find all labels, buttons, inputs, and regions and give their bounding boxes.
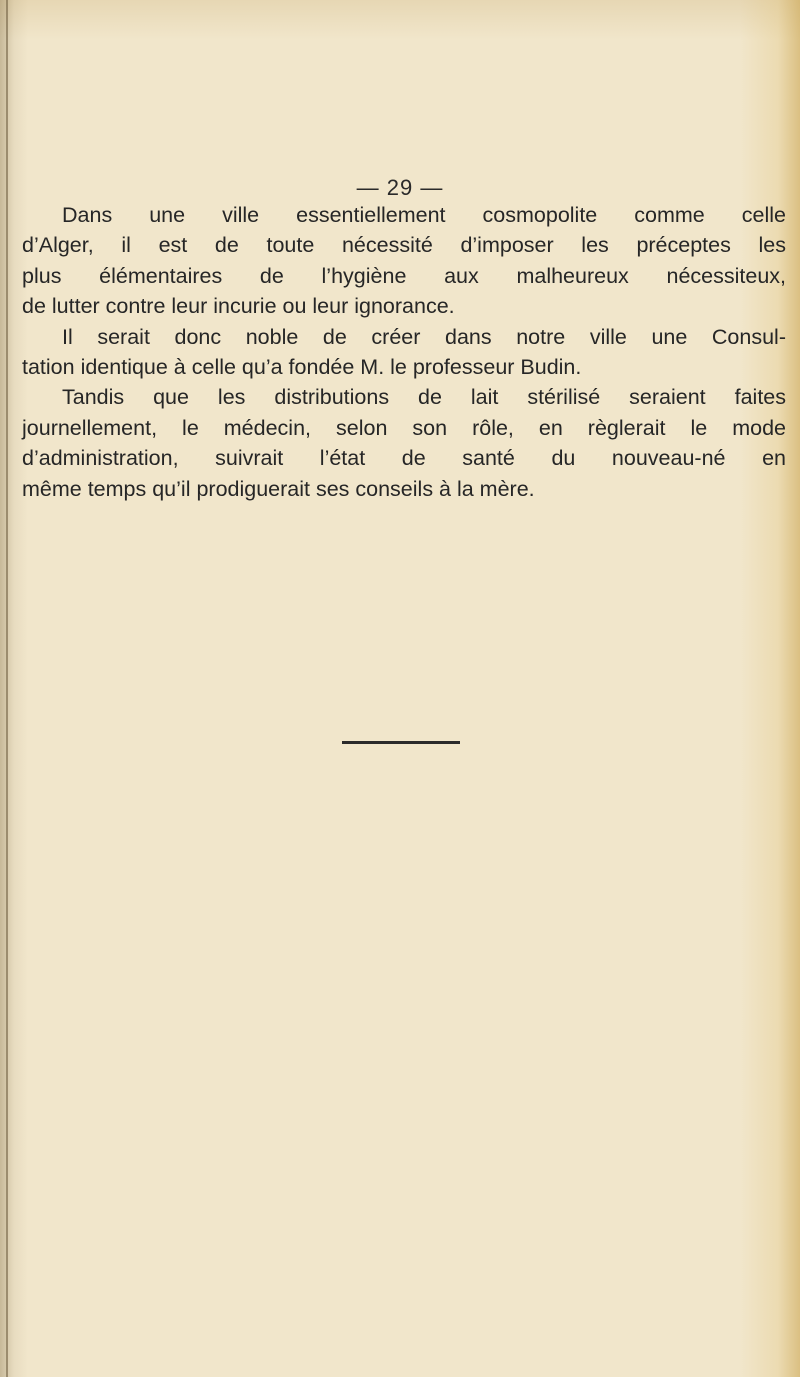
text-line: Dans une ville essentiellement cosmopolite comme celle [62, 203, 786, 227]
text-line: de lutter contre leur incurie ou leur ignorance. [22, 294, 455, 319]
text-line: plus élémentaires de l’hygiène aux malheureux nécessiteux, [22, 263, 786, 288]
text-line: même temps qu’il prodiguerait ses conseils à la mère. [22, 476, 535, 501]
text-line: d’administration, suivrait l’état de santé du nouveau-né en [22, 446, 786, 471]
text-line: tation identique à celle qu’a fondée M. le professeur Budin. [22, 354, 582, 379]
text-line: Tandis que les distributions de lait stérilisé seraient faites [62, 385, 786, 410]
page-number: — 29 — [356, 175, 444, 200]
section-divider-rule [342, 741, 460, 744]
page-binding-edge [6, 0, 8, 1377]
body-text [22, 200, 786, 504]
text-line: Il serait donc noble de créer dans notre ville une Consul- [62, 324, 786, 349]
text-line: d’Alger, il est de toute nécessité d’imposer les préceptes les [22, 233, 786, 258]
text-line: journellement, le médecin, selon son rôle, en règlerait le mode [22, 415, 786, 440]
